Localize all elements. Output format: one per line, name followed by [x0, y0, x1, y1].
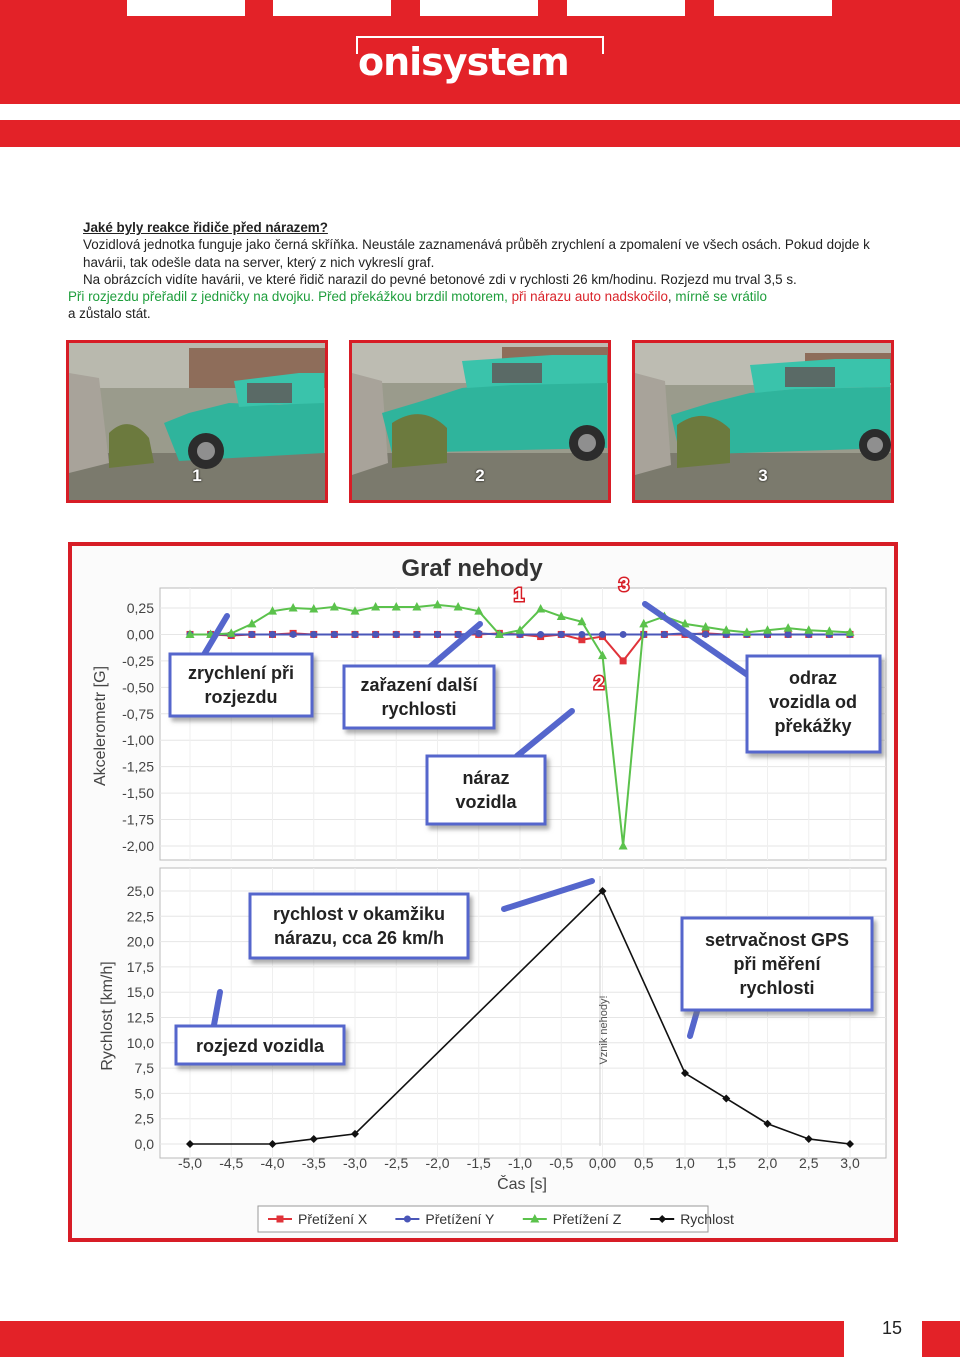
- x-tick-label: -3,0: [342, 1155, 368, 1171]
- y-tick-label: 0,00: [126, 626, 154, 643]
- legend-marker: [277, 1216, 284, 1223]
- y-tick-label: -0,50: [122, 679, 154, 696]
- photo-number: 2: [475, 466, 485, 485]
- header-tab: [567, 0, 685, 16]
- crash-photo-1: [66, 340, 328, 503]
- y-tick-label: 22,5: [126, 908, 154, 925]
- data-point: [537, 631, 544, 638]
- chart-marker-2: 2: [593, 673, 605, 693]
- y-tick-label: 10,0: [126, 1034, 154, 1051]
- y-tick-label: 17,5: [126, 958, 154, 975]
- legend-label: Přetížení X: [298, 1211, 368, 1227]
- callout-text: setrvačnost GPS: [704, 930, 850, 950]
- chart-marker-3: 3: [618, 575, 630, 595]
- callout-text: vozidla: [455, 792, 517, 812]
- callout-text: rychlosti: [381, 699, 457, 719]
- y-tick-label: 5,0: [134, 1085, 154, 1102]
- x-tick-label: 2,5: [799, 1155, 819, 1171]
- y-tick-label: 20,0: [126, 933, 154, 950]
- x-tick-label: -1,0: [507, 1155, 533, 1171]
- legend-marker: [404, 1216, 411, 1223]
- callout-acceleration-start: [170, 654, 312, 716]
- top-panel-y-ticks: [122, 600, 154, 854]
- chart-legend: [258, 1206, 734, 1232]
- x-tick-label: -5,0: [177, 1155, 203, 1171]
- callout-vehicle-start: [176, 1026, 344, 1064]
- y-tick-label: 25,0: [126, 883, 154, 899]
- y-tick-label: 0,0: [134, 1136, 154, 1152]
- brand-logo: [356, 36, 604, 88]
- callout-text: náraz: [462, 768, 510, 788]
- bottom-y-axis-label: Rychlost [km/h]: [99, 961, 116, 1071]
- y-tick-label: -0,25: [122, 652, 154, 669]
- paragraph-3-red-part: při nárazu auto nadskočilo: [511, 289, 668, 305]
- article-text: [68, 219, 900, 323]
- x-tick-label: -3,5: [301, 1155, 326, 1171]
- data-point: [661, 631, 668, 638]
- x-tick-label: 0,00: [588, 1155, 617, 1171]
- callout-text: zrychlení při: [187, 663, 295, 683]
- page-header: [0, 0, 960, 147]
- x-tick-label: 2,0: [757, 1155, 778, 1171]
- article-paragraph-2: Na obrázcích vidíte havárii, ve které řidič narazil do pevné betonové zdi v rychlosti 26 km/hodinu. Rozjezd mu trval 3,5 s.: [83, 271, 797, 287]
- data-point: [620, 631, 627, 638]
- y-tick-label: 15,0: [126, 984, 154, 1001]
- callout-text: zařazení další: [360, 675, 478, 695]
- y-tick-label: 0,25: [126, 600, 154, 616]
- callout-gear-shift: [344, 666, 494, 728]
- chart-marker-1: 1: [513, 585, 525, 605]
- callout-text: při měření: [733, 954, 821, 974]
- bottom-panel-y-ticks: [127, 883, 154, 1152]
- data-point: [558, 631, 565, 638]
- y-tick-label: 12,5: [126, 1009, 154, 1026]
- x-tick-label: 1,0: [675, 1155, 695, 1171]
- x-tick-label: -2,5: [384, 1155, 409, 1171]
- data-point: [413, 631, 420, 638]
- x-tick-label: -4,5: [219, 1155, 244, 1171]
- callout-impact: [427, 756, 545, 824]
- callout-text: rozjezd vozidla: [195, 1036, 325, 1056]
- header-tab: [273, 0, 391, 16]
- data-point: [269, 631, 276, 638]
- crash-chart-svg: [72, 546, 894, 1238]
- crash-photo-2: [349, 340, 611, 503]
- crash-photo-3: [632, 340, 894, 503]
- paragraph-3-separator: ,: [667, 289, 676, 305]
- data-point: [310, 631, 317, 638]
- callout-text: překážky: [774, 716, 852, 736]
- article-paragraph-3: [68, 288, 900, 305]
- header-red-stripe: [0, 120, 960, 147]
- top-y-axis-label: Akcelerometr [G]: [92, 665, 109, 787]
- accident-line-label: Vznik nehody!: [598, 995, 610, 1065]
- photo-number: 1: [192, 466, 202, 485]
- data-point: [372, 631, 379, 638]
- legend-label: Přetížení Y: [425, 1211, 495, 1227]
- x-tick-label: 3,0: [840, 1155, 860, 1171]
- article-question: Jaké byly reakce řidiče před nárazem?: [83, 220, 328, 235]
- callout-text: rychlosti: [739, 978, 815, 998]
- data-point: [352, 631, 359, 638]
- y-tick-label: -0,75: [122, 705, 154, 722]
- data-point: [620, 657, 627, 664]
- legend-label: Přetížení Z: [552, 1211, 622, 1227]
- chart-title: Graf nehody: [401, 555, 543, 582]
- data-point: [331, 631, 338, 638]
- x-tick-label: -2,0: [425, 1155, 450, 1171]
- y-tick-label: 7,5: [134, 1060, 154, 1077]
- x-tick-label: -4,0: [260, 1155, 285, 1171]
- page-footer-band: [0, 1321, 960, 1357]
- x-tick-label: 0,5: [634, 1155, 654, 1171]
- header-tab: [714, 0, 832, 16]
- callout-text: rychlost v okamžiku: [272, 904, 446, 924]
- data-point: [599, 631, 606, 638]
- header-tab: [127, 0, 245, 16]
- callout-gps-inertia: [682, 918, 872, 1010]
- data-point: [393, 631, 400, 638]
- data-point: [290, 631, 297, 638]
- data-point: [434, 631, 441, 638]
- callout-text: vozidla od: [768, 692, 858, 712]
- header-tab: [420, 0, 538, 16]
- y-tick-label: -1,25: [122, 758, 154, 775]
- x-tick-label: 1,5: [716, 1155, 736, 1171]
- y-tick-label: -2,00: [122, 838, 154, 854]
- callout-text: rozjezdu: [204, 687, 278, 707]
- paragraph-3-green-part-2: mírně se vrátilo: [675, 289, 767, 305]
- y-tick-label: 2,5: [134, 1110, 154, 1127]
- x-tick-label: -0,5: [549, 1155, 574, 1171]
- callout-text: odraz: [788, 668, 838, 688]
- page-number: 15: [881, 1318, 902, 1338]
- legend-label: Rychlost: [680, 1211, 734, 1227]
- logo-text: onisystem: [358, 40, 569, 84]
- y-tick-label: -1,75: [122, 811, 154, 828]
- x-axis-label: Čas [s]: [497, 1176, 547, 1193]
- data-point: [578, 631, 585, 638]
- data-point: [702, 631, 709, 638]
- article-paragraph-1: Vozidlová jednotka funguje jako černá skříňka. Neustále zaznamenává průběh zrychlení a zpomalení ve všech osách. Pokud dojde k havárii, tak odešle data na server, který z nich vykreslí graf.: [83, 237, 870, 270]
- data-point: [785, 631, 792, 638]
- data-point: [248, 631, 255, 638]
- y-tick-label: -1,50: [122, 785, 154, 802]
- photo-number: 3: [758, 466, 768, 485]
- article-paragraph-3-end: a zůstalo stát.: [68, 306, 151, 322]
- callout-text: nárazu, cca 26 km/h: [273, 928, 445, 948]
- x-axis-ticks: [178, 1155, 860, 1171]
- callout-impact-speed: [250, 894, 468, 958]
- callout-rebound: [747, 656, 880, 752]
- x-tick-label: -1,5: [466, 1155, 491, 1171]
- paragraph-3-green-part: Při rozjezdu přeřadil z jedničky na dvojku. Před překážkou brzdil motorem,: [68, 289, 512, 305]
- y-tick-label: -1,00: [122, 732, 154, 749]
- crash-chart: [68, 542, 898, 1242]
